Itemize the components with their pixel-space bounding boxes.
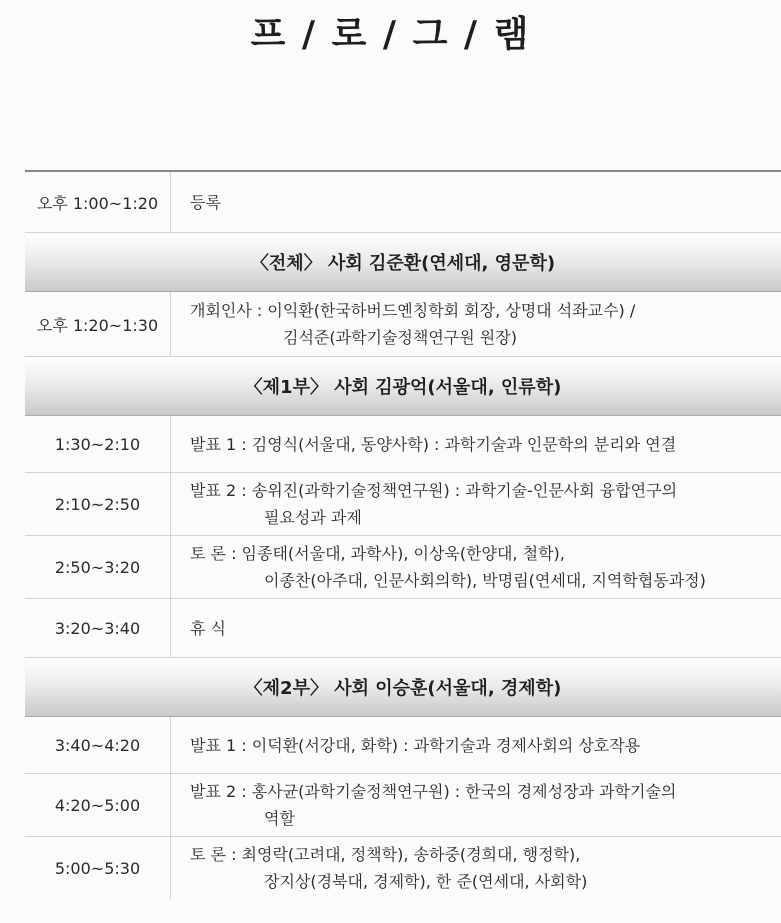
schedule-row-break xyxy=(25,599,781,658)
desc-cell xyxy=(190,717,775,773)
desc-cell xyxy=(190,416,775,472)
desc-line: 발표 1 : 김영식(서울대, 동양사학) : 과학기술과 인문학의 분리와 연결 xyxy=(190,434,677,454)
time-cell: 오후 1:00~1:20 xyxy=(25,172,171,232)
time-cell: 1:30~2:10 xyxy=(25,416,171,472)
schedule-row-talk4 xyxy=(25,774,781,837)
desc-line: 이종찬(아주대, 인문사회의학), 박명림(연세대, 지역학협동과정) xyxy=(264,571,706,590)
schedule-row-discussion2 xyxy=(25,837,781,899)
time-cell: 5:00~5:30 xyxy=(25,837,171,899)
time-cell: 3:20~3:40 xyxy=(25,599,171,657)
desc-line: 발표 1 : 이덕환(서강대, 화학) : 과학기술과 경제사회의 상호작용 xyxy=(190,735,641,755)
desc-line: 장지상(경북대, 경제학), 한 준(연세대, 사회학) xyxy=(264,872,588,891)
desc-cell xyxy=(190,599,775,657)
desc-line: 발표 2 : 홍사균(과학기술정책연구원) : 한국의 경제성장과 과학기술의 xyxy=(190,782,677,801)
section-header-part2: 〈제2부〉 사회 이승훈(서울대, 경제학) xyxy=(25,658,781,717)
schedule-row-registration xyxy=(25,172,781,233)
desc-line: 토 론 : 최영락(고려대, 정책학), 송하중(경희대, 행정학), xyxy=(190,845,581,864)
time-cell: 3:40~4:20 xyxy=(25,717,171,773)
desc-cell xyxy=(190,473,775,535)
schedule-row-discussion1 xyxy=(25,536,781,599)
section-header-all: 〈전체〉 사회 김준환(연세대, 영문학) xyxy=(25,233,781,292)
schedule-row-talk2 xyxy=(25,473,781,536)
time-cell: 2:50~3:20 xyxy=(25,536,171,598)
desc-line: 발표 2 : 송위진(과학기술정책연구원) : 과학기술-인문사회 융합연구의 xyxy=(190,481,678,500)
time-cell: 2:10~2:50 xyxy=(25,473,171,535)
desc-line: 등록 xyxy=(190,192,221,212)
desc-cell xyxy=(190,837,775,899)
desc-cell xyxy=(190,536,775,598)
desc-line: 역할 xyxy=(264,809,295,828)
desc-cell xyxy=(190,292,775,356)
desc-cell xyxy=(190,774,775,836)
desc-line: 개회인사 : 이익환(한국하버드옌칭학회 회장, 상명대 석좌교수) / xyxy=(190,301,636,320)
desc-cell xyxy=(190,172,775,232)
desc-line: 필요성과 과제 xyxy=(264,508,362,527)
section-header-part1: 〈제1부〉 사회 김광억(서울대, 인류학) xyxy=(25,357,781,416)
schedule-row-talk3 xyxy=(25,717,781,774)
desc-line: 김석준(과학기술정책연구원 원장) xyxy=(283,328,517,347)
desc-line: 휴 식 xyxy=(190,618,226,638)
page-title: 프 / 로 / 그 / 램 xyxy=(250,14,531,55)
desc-line: 토 론 : 임종태(서울대, 과학사), 이상욱(한양대, 철학), xyxy=(190,544,565,563)
program-table xyxy=(25,172,781,899)
schedule-row-talk1 xyxy=(25,416,781,473)
time-cell: 4:20~5:00 xyxy=(25,774,171,836)
time-cell: 오후 1:20~1:30 xyxy=(25,292,171,356)
schedule-row-opening xyxy=(25,292,781,357)
